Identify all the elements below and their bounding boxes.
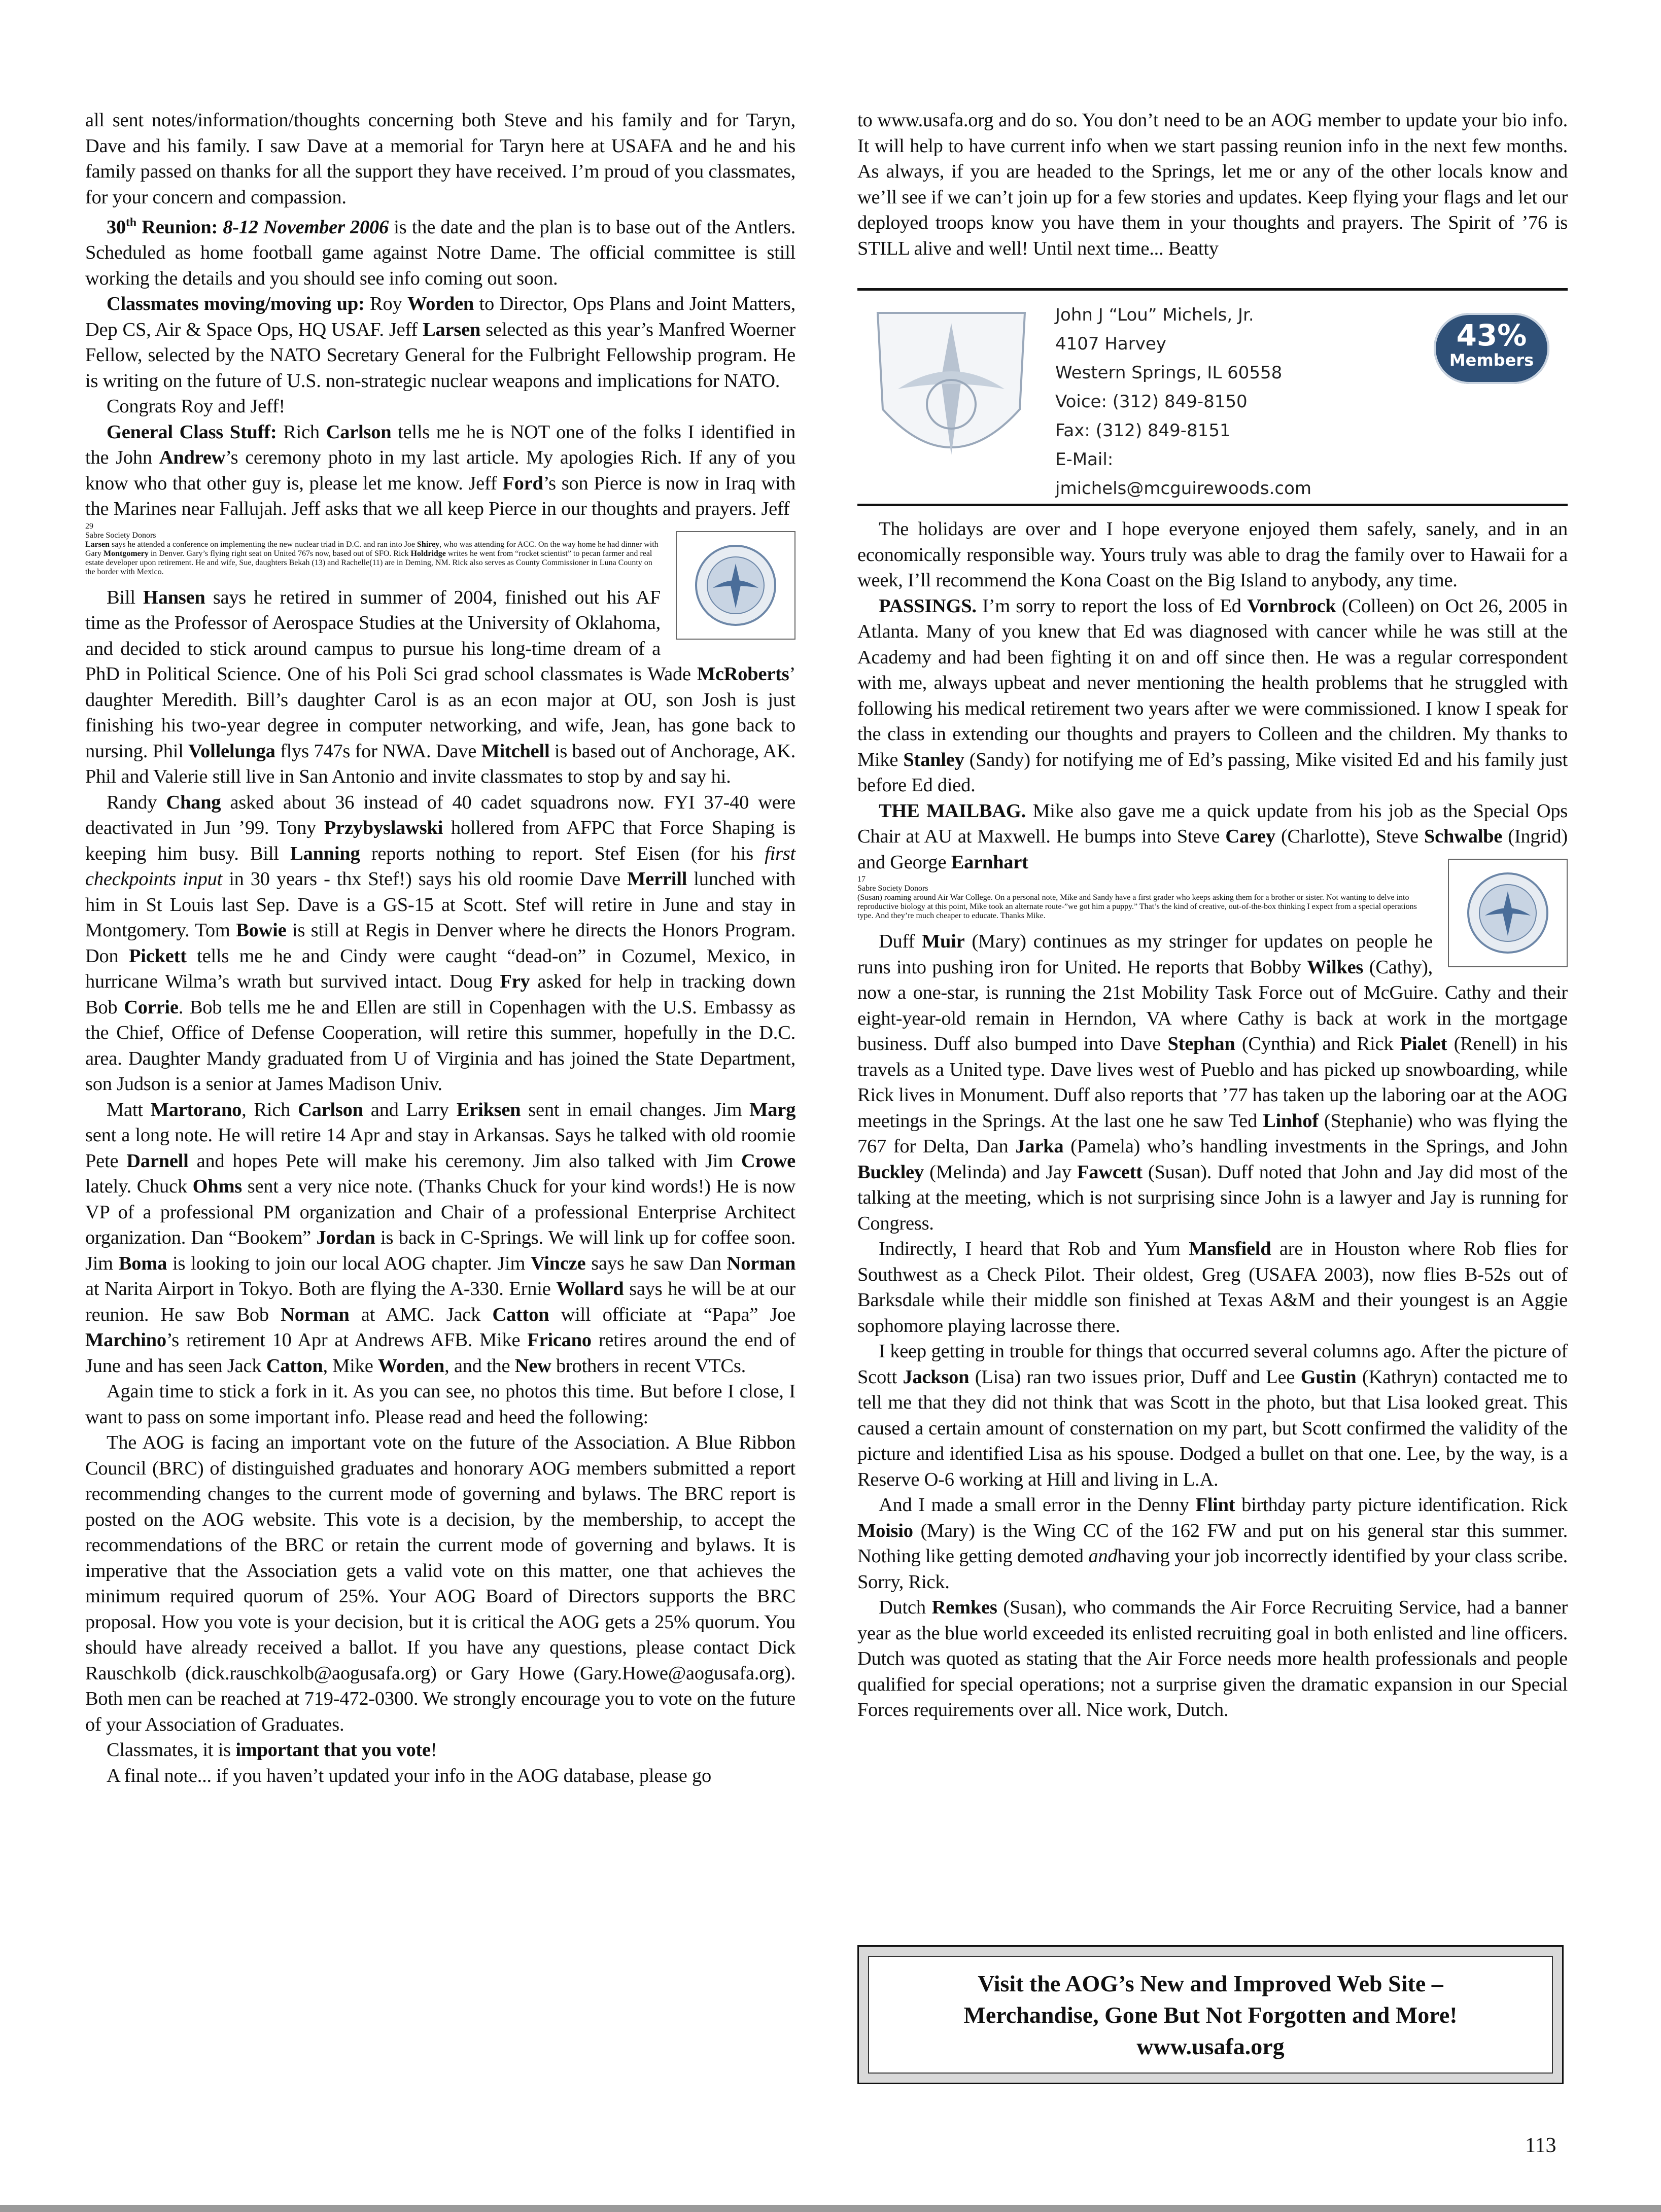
text-run: I’m sorry to report the loss of Ed	[982, 595, 1241, 617]
emphasis: important that you vote	[235, 1739, 431, 1761]
text-run: (Mary) is the Wing CC of the 162 FW and put on his general star this summer. Nothing like getting demoted	[857, 1520, 1568, 1567]
text-run: Indirectly, I heard that Rob and Yum	[879, 1238, 1181, 1259]
surname: Jarka	[1015, 1136, 1064, 1157]
text-run: says he retired in summer of 2004, finished out his AF time as the Professor of Aerospace Studies at the University of Oklahoma, and decided to stick around campus to pursue his long-time dream of a PhD in Political Science. One of his Poli Sci grad school classmates is Wade	[85, 586, 691, 685]
ad-line-2: Merchandise, Gone But Not Forgotten and More!	[963, 2002, 1458, 2028]
text-run: , and the	[444, 1355, 510, 1377]
surname: Worden	[377, 1355, 445, 1377]
text-run: (Colleen) on Oct 26, 2005 in Atlanta. Many of you knew that Ed was diagnosed with cancer while he was still at the Academy and had been fighting it on and off since then. He was a regular correspondent with me, always upbeat and never mentioning the health problems that he struggled with following his medical retirement two years after we were commissioned. I know I speak for the class in extending our thoughts and prayers to Colleen and the children. My thanks to Mike	[857, 595, 1568, 770]
surname: Martorano	[150, 1099, 242, 1120]
surname: Carlson	[298, 1099, 363, 1120]
reunion-dates: 8-12 November 2006	[223, 216, 389, 238]
bottom-edge-rule	[0, 2205, 1661, 2212]
text-run: at Narita Airport in Tokyo. Both are flying the A-330. Ernie	[85, 1278, 551, 1300]
surname: Ford	[502, 472, 543, 494]
surname: Catton	[266, 1355, 323, 1377]
surname: Lanning	[290, 842, 360, 864]
text-run: says he saw Dan	[591, 1252, 721, 1274]
paragraph-continued: to www.usafa.org and do so. You don’t need to be an AOG member to update your bio info. It will help to have current info when we start passing reunion info in the next few months. As always, if you are headed to the Springs, let me or any of the other locals know and we’ll see if we can’t join up for a few stories and updates. Keep flying your flags and let our deployed troops know you have them in your thoughts and prayers. The Spirit of ’76 is STILL alive and well! Until next time... Beatty	[857, 110, 1568, 259]
italic-run: first checkpoints input	[85, 842, 795, 890]
text-run: , Mike	[323, 1355, 373, 1377]
paragraph-error	[857, 1492, 1568, 1595]
sabre-society-box-right	[1448, 859, 1568, 967]
surname: Wilkes	[1306, 956, 1364, 978]
surname: Buckley	[857, 1161, 924, 1183]
paragraph-general	[85, 419, 795, 522]
text-run: in 30 years - thx Stef!) says his old roomie Dave	[229, 868, 621, 890]
text-run: (Sandy) for notifying me of Ed’s passing, Mike visited Ed and his family just before Ed died.	[857, 749, 1568, 796]
surname: Jordan	[316, 1227, 375, 1249]
scribe-email-label: E-Mail:	[1055, 449, 1114, 470]
surname: Darnell	[126, 1150, 189, 1172]
surname: Muir	[921, 931, 965, 952]
paragraph-dutch	[857, 1595, 1568, 1723]
surname: Vollelunga	[188, 740, 275, 762]
surname: Stephan	[1167, 1033, 1235, 1055]
text-run: is back in C-Springs. We will link up for coffee soon. Jim	[85, 1227, 796, 1274]
text-run: Duff	[879, 931, 915, 952]
surname: New	[514, 1355, 551, 1377]
paragraph-reunion	[85, 210, 795, 291]
text-run: are in Houston where Rob flies for Southwest as a Check Pilot. Their oldest, Greg (USAFA 2003), now flies B-52s out of Barksdale while their middle son finished at Texas A&M and their youngest is an Aggie sophomore playing lacrosse there.	[857, 1238, 1568, 1337]
reunion-sup: th	[126, 216, 136, 229]
surname: Pickett	[129, 945, 187, 967]
surname: Earnhart	[951, 851, 1028, 873]
aog-website-ad-inner	[868, 1956, 1553, 2074]
text-run: asked for help in tracking down Bob	[85, 971, 795, 1018]
passings-heading: PASSINGS.	[879, 595, 977, 617]
paragraph-holidays: The holidays are over and I hope everyone enjoyed them safely, sanely, and in an economically responsible way. Yours truly was able to drag the family over to Hawaii for a week, I’ll recommend the Kona Coast on the Big Island to anybody, any time.	[857, 518, 1568, 591]
surname: Larsen	[85, 540, 110, 549]
surname: Norman	[281, 1304, 350, 1325]
scribe-name: John J “Lou” Michels, Jr.	[1055, 305, 1254, 325]
academy-crest-icon	[868, 303, 1035, 490]
surname: Bowie	[236, 920, 287, 941]
text-run: (Kathryn) contacted me to tell me that they did not think that was Scott in the photo, but that Lisa looked great. This caused a certain amount of consternation on my part, but Scott confirmed the validity of the picture and identified Lisa as his spouse. Dodged a bullet on that one. Lee, by the way, is a Reserve O-6 working at Hill and living in L.A.	[857, 1366, 1568, 1490]
surname: Montgomery	[103, 549, 149, 558]
text-run: And I made a small error in the Denny	[879, 1494, 1189, 1516]
text-run: is based out of Anchorage, AK. Phil and Valerie still live in San Antonio and invite classmates to stop by and say hi.	[85, 740, 796, 788]
surname: Holdridge	[410, 549, 446, 558]
text-run: to Director, Ops Plans and Joint Matters, Dep CS, Air & Space Ops, HQ USAF. Jeff	[85, 293, 796, 340]
surname: Crowe	[741, 1150, 795, 1172]
scribe-email[interactable]: jmichels@mcguirewoods.com	[1055, 478, 1312, 499]
text-run: Classmates, it is	[107, 1739, 231, 1761]
text-run: flys 747s for NWA. Dave	[280, 740, 477, 762]
paragraph-passings	[857, 593, 1568, 798]
sabre-society-seal-icon	[1465, 865, 1551, 966]
paragraph-again: Again time to stick a fork in it. As you can see, no photos this time. But before I close, I want to pass on some important info. Please read and heed the following:	[85, 1381, 795, 1428]
text-run: Roy	[370, 293, 402, 315]
text-run: tells me he and Cindy were caught “dead-on” in Cozumel, Mexico, in hurricane Wilma’s wrath but survived intact. Doug	[85, 945, 795, 993]
scribe-city: Western Springs, IL 60558	[1055, 363, 1283, 383]
surname: Gustin	[1300, 1366, 1357, 1388]
sabre-society-seal-icon	[693, 537, 779, 639]
text-run: brothers in recent VTCs.	[556, 1355, 746, 1377]
moving-heading: Classmates moving/moving up:	[107, 293, 365, 315]
text-run: ’s son Pierce is now in Iraq with the Marines near Fallujah. Jeff asks that we all keep Pierce in our thoughts and prayers. Jeff	[85, 472, 796, 520]
text-run: is looking to join our local AOG chapter. Jim	[172, 1252, 526, 1274]
right-column-top	[857, 108, 1568, 261]
text-run: . Bob tells me he and Ellen are still in Copenhagen with the U.S. Embassy as the Chief, Office of Defense Cooperation, will retire this summer, hopefully in the D.C. area. Daughter Mandy graduated from U of Virginia and has joined the State Department, son Judson is a senior at James Madison Univ.	[85, 996, 795, 1095]
text-run: sent a very nice note. (Thanks Chuck for your kind words!) He is now VP of a professional PM organization and Chair of a professional Enterprise Architect organization. Dan “Bookem”	[85, 1176, 795, 1249]
text-run: (Susan). Duff noted that John and Jay did most of the talking at the meeting, which is not surprising since John is a lawyer and Jay is running for Congress.	[857, 1161, 1568, 1234]
paragraph-vote	[85, 1737, 795, 1763]
text-run: hollered from AFPC that Force Shaping is keeping him busy. Bill	[85, 817, 796, 864]
surname: Carlson	[326, 421, 392, 443]
sabre-label-left: Sabre Society Donors	[85, 531, 156, 540]
reunion-text: is the date and the plan is to base out of the Antlers. Scheduled as home football game against Notre Dame. The official committee is still working the details and you should see info coming out soon.	[85, 216, 795, 289]
surname: Marg	[749, 1099, 796, 1120]
surname: Carey	[1225, 826, 1275, 847]
reunion-word: Reunion:	[142, 216, 218, 238]
members-label: Members	[1449, 350, 1534, 370]
right-column	[857, 516, 1568, 1723]
text-run: Matt	[107, 1099, 143, 1120]
surname: Jackson	[903, 1366, 970, 1388]
text-run: Randy	[107, 791, 157, 813]
text-run: ’s retirement 10 Apr at Andrews AFB. Mike	[166, 1329, 521, 1351]
scribe-voice: Voice: (312) 849-8150	[1055, 392, 1248, 412]
text-run: (Stephanie) who was flying the 767 for Delta, Dan	[857, 1110, 1568, 1157]
sabre-count-left: 29	[85, 521, 93, 531]
sabre-label-right: Sabre Society Donors	[857, 884, 928, 893]
surname: Ohms	[192, 1176, 243, 1198]
surname: Corrie	[124, 996, 179, 1018]
text-run: (Cynthia) and Rick	[1241, 1033, 1394, 1055]
text-run: ’ daughter Meredith. Bill’s daughter Carol is as an econ major at OU, son Josh is just finishing his two-year degree in computer networking, and wife, Jean, has gone back to nursing. Phil	[85, 663, 796, 762]
text-run: (Susan) roaming around Air War College. On a personal note, Mike and Sandy have a first grader who keeps asking them for a brother or sister. Not wanting to delve into reproductive biology at this point, Mike took an alternate route-”we got him a puppy.” That’s the kind of creative, out-of-the-box thinking I expect from a special operations type. And they’re much cheaper to educate. Thanks Mike.	[857, 893, 1417, 920]
ad-line-1: Visit the AOG’s New and Improved Web Site –	[978, 1971, 1443, 1996]
paragraph-martorano	[85, 1097, 795, 1379]
text-run: sent in email changes. Jim	[528, 1099, 742, 1120]
text-run: Dutch	[879, 1597, 926, 1618]
surname: Mansfield	[1189, 1238, 1271, 1259]
text-run: writes he went from “rocket scientist” to pecan farmer and real estate developer upon retirement. He and wife, Sue, daughters Bekah (13) and Rachelle(11) are in Deming, NM. Rick also serves as County Commissioner in Luna County on the border with Mexico.	[85, 549, 652, 576]
surname: Stanley	[903, 749, 964, 770]
surname: Marchino	[85, 1329, 166, 1351]
text-run: lately. Chuck	[85, 1176, 187, 1198]
general-heading: General Class Stuff:	[107, 421, 277, 443]
reunion-number: 30	[107, 216, 126, 238]
surname: Vornbrock	[1247, 595, 1336, 617]
surname: Boma	[118, 1252, 167, 1274]
surname: Norman	[726, 1252, 796, 1274]
text-run: and hopes Pete will make his ceremony. Jim also talked with Jim	[196, 1150, 733, 1172]
surname: Fry	[500, 971, 530, 993]
text-run: having your job incorrectly identified by your class scribe. Sorry, Rick.	[857, 1546, 1568, 1593]
text-run: , Rich	[241, 1099, 291, 1120]
text-run: tells me he is NOT one of the folks I identified in the John	[85, 421, 795, 469]
paragraph-trouble	[857, 1339, 1568, 1492]
text-run: Bill	[107, 586, 135, 608]
text-run: will officiate at “Papa” Joe	[561, 1304, 796, 1325]
text-run: lunched with him in St Louis last Sep. Dave is a GS-15 at Scott. Stef will retire in June and stay in Montgomery. Tom	[85, 868, 796, 941]
text-run: says he will be at our reunion. He saw Bob	[85, 1278, 795, 1325]
surname: Fawcett	[1077, 1161, 1143, 1183]
left-column	[85, 108, 795, 1788]
surname: Pialet	[1400, 1033, 1447, 1055]
surname: Wollard	[556, 1278, 624, 1300]
text-run: , who was attending for ACC. On the way home he had dinner with Gary	[85, 540, 659, 558]
surname: Flint	[1195, 1494, 1235, 1516]
text-run: Mike also gave me a quick update from his job as the Special Ops Chair at AU at Maxwell. He bumps into Steve	[857, 800, 1568, 847]
surname: Przybyslawski	[324, 817, 443, 839]
italic-run: and	[1088, 1546, 1118, 1567]
sabre-society-box-left	[676, 531, 795, 640]
scribe-street: 4107 Harvey	[1055, 334, 1166, 354]
text-run: (Mary) continues as my stringer for updates on people he runs into pushing iron for United. He reports that Bobby	[857, 931, 1433, 978]
surname: Merrill	[627, 868, 687, 890]
text-run: I keep getting in trouble for things that occurred several columns ago. After the picture of Scott	[857, 1341, 1568, 1388]
surname: Eriksen	[456, 1099, 521, 1120]
text-run: !	[430, 1739, 437, 1761]
surname: McRoberts	[697, 663, 789, 685]
text-run: asked about 36 instead of 40 cadet squadrons now. FYI 37-40 were deactivated in Jun ’99. Tony	[85, 791, 796, 839]
mailbag-heading: THE MAILBAG.	[879, 800, 1026, 822]
paragraph-moving	[85, 291, 795, 394]
surname: Moisio	[857, 1520, 913, 1541]
text-run: (Renell) in his travels as a United type. Dave lives west of Pueblo and has picked up snowboarding, while Rick lives in Monument. Duff also reports that ’77 has taken up the laboring oar at the AOG meetings in the Springs. At the last one he saw Ted	[857, 1033, 1568, 1132]
members-percent: 43%	[1456, 318, 1527, 353]
paragraph-chang	[85, 790, 795, 1097]
page-number: 113	[1525, 2134, 1556, 2157]
surname: Fricano	[527, 1329, 592, 1351]
text-run: and Larry	[370, 1099, 449, 1120]
text-run: (Lisa) ran two issues prior, Duff and Lee	[975, 1366, 1295, 1388]
members-percent-badge	[1434, 313, 1549, 384]
paragraph-mailbag	[857, 798, 1568, 875]
paragraph-aog-vote: The AOG is facing an important vote on the future of the Association. A Blue Ribbon Council (BRC) of distinguished graduates and honorary AOG members submitted a report recommending changes to the current mode of governing and bylaws. The BRC report is posted on the AOG website. This vote is a decision, by the membership, to accept the recommendations of the BRC or retain the current mode of governing and bylaws. It is imperative that the Association gets a valid vote on this matter, one that achieves the minimum required quorum of 25%. Your AOG Board of Directors supports the BRC proposal. How you vote is your decision, but it is critical the AOG gets a 25% quorum. You should have already received a ballot. If you have any questions, please contact Dick Rauschkolb (dick.rauschkolb@aogusafa.org) or Gary Howe (Gary.Howe@aogusafa.org). Both men can be reached at 719-472-0300. We strongly encourage you to vote on the future of your Association of Graduates.	[85, 1432, 795, 1735]
scribe-fax: Fax: (312) 849-8151	[1055, 420, 1231, 441]
paragraph-final-note: A final note... if you haven’t updated your info in the AOG database, please go	[107, 1765, 711, 1786]
surname: Hansen	[143, 586, 205, 608]
sabre-count-right: 17	[857, 875, 866, 884]
surname: Schwalbe	[1424, 826, 1503, 847]
aog-website-ad	[857, 1945, 1564, 2084]
text-run: is still at Regis in Denver where he directs the Honors Program. Don	[85, 920, 796, 967]
surname: Larsen	[423, 319, 481, 340]
paragraph-congrats: Congrats Roy and Jeff!	[107, 396, 285, 417]
surname: Andrew	[159, 447, 226, 469]
class-scribe-contact	[857, 288, 1568, 506]
text-run: (Charlotte), Steve	[1281, 826, 1418, 847]
text-run: selected as this year’s Manfred Woerner Fellow, selected by the NATO Secretary General for the Fulbright Fellowship program. He is writing on the future of U.S. non-strategic nuclear weapons and implications for NATO.	[85, 319, 795, 392]
text-run: (Cathy), now a one-star, is running the 21st Mobility Task Force out of McGuire. Cathy and their eight-year-old remain in Herndon, VA where Cathy is back at work in the mortgage business. Duff also bumped into Dave	[857, 956, 1568, 1055]
surname: Chang	[166, 791, 221, 813]
ad-website-link[interactable]: www.usafa.org	[1136, 2033, 1285, 2059]
paragraph-duff	[857, 929, 1568, 1236]
surname: Shirey	[417, 540, 440, 549]
text-run: (Ingrid) and George	[857, 826, 1568, 873]
surname: Remkes	[931, 1597, 997, 1618]
surname: Worden	[407, 293, 474, 315]
text-run: Rich	[283, 421, 320, 443]
text-run: retires around the end of June and has seen Jack	[85, 1329, 796, 1377]
text-run: (Melinda) and Jay	[929, 1161, 1071, 1183]
paragraph-opening: all sent notes/information/thoughts concerning both Steve and his family and for Taryn, Dave and his family. I saw Dave at a memorial for Taryn here at USAFA and he and his family passed on thanks for all the support they have received. I’m proud of you classmates, for your concern and compassion.	[85, 110, 795, 208]
text-run: (Pamela) who’s handling investments in the Springs, and John	[1070, 1136, 1568, 1157]
text-run: in Denver. Gary’s flying right seat on United 767s now, based out of SFO. Rick	[150, 549, 409, 558]
text-run: says he attended a conference on implementing the new nuclear triad in D.C. and ran into Joe	[112, 540, 416, 549]
surname: Mitchell	[481, 740, 550, 762]
text-run: (Susan), who commands the Air Force Recruiting Service, had a banner year as the blue world exceeded its enlisted recruiting goal in both enlisted and line officers. Dutch was quoted as stating that the Air Force needs more health professionals and people qualified for special operations; not a surprise given the dramatic expansion in our Special Forces requirements over all. Nice work, Dutch.	[857, 1597, 1568, 1721]
text-run: at AMC. Jack	[361, 1304, 481, 1325]
text-run: birthday party picture identification. Rick	[1241, 1494, 1568, 1516]
text-run: sent a long note. He will retire 14 Apr and stay in Arkansas. Says he talked with old roomie Pete	[85, 1125, 795, 1172]
text-run: reports nothing to report. Stef Eisen (for his	[371, 842, 753, 864]
paragraph-indirectly	[857, 1236, 1568, 1339]
surname: Catton	[492, 1304, 549, 1325]
text-run: ’s ceremony photo in my last article. My apologies Rich. If any of you know who that other guy is, please let me know. Jeff	[85, 447, 795, 494]
surname: Linhof	[1263, 1110, 1319, 1132]
contact-lines	[1055, 301, 1311, 503]
surname: Vincze	[531, 1252, 586, 1274]
